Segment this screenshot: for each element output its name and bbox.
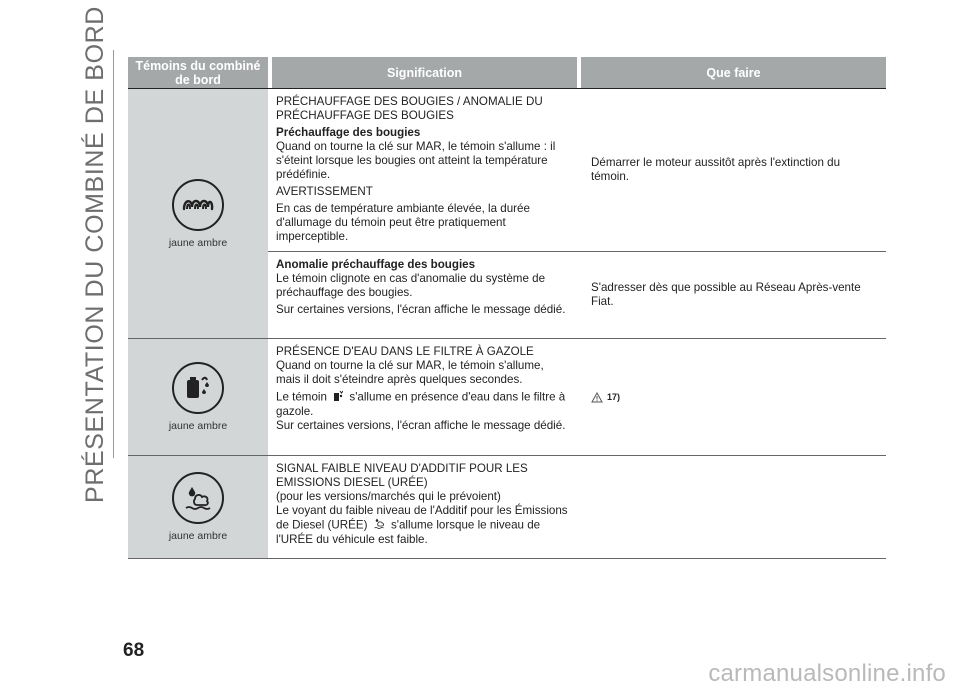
action-cell: S'adresser dès que possible au Réseau Après-vente Fiat. — [591, 281, 861, 308]
table-row-water-in-fuel — [128, 339, 886, 456]
icon-caption: jaune ambre — [168, 420, 228, 432]
subrow-preheating-fault — [268, 252, 886, 338]
chapter-title: PRÉSENTATION DU COMBINÉ DE BORD — [80, 5, 109, 503]
meaning-text: Quand on tourne la clé sur MAR, le témoin s'allume, mais il doit s'éteindre après quelques secondes. — [276, 359, 544, 386]
water-in-fuel-filter-icon — [172, 362, 224, 414]
adblue-low-level-icon — [172, 472, 224, 524]
icon-cell — [128, 456, 268, 558]
table-row-glow-plugs — [128, 89, 886, 339]
meaning-text-with-icon: Le témoin s'allume en présence d'eau dans le filtre à gazole. — [276, 390, 566, 418]
meaning-text: Sur certaines versions, l'écran affiche le message dédié. — [276, 303, 566, 316]
header-meaning: Signification — [272, 57, 577, 88]
meaning-text: Sur certaines versions, l'écran affiche le message dédié. — [276, 419, 566, 432]
subrow-preheating — [268, 89, 886, 252]
meaning-subtitle: Préchauffage des bougies — [276, 126, 421, 139]
warning-reference: 17) — [591, 390, 620, 404]
warning-lights-table — [128, 57, 886, 559]
meaning-text: Le témoin clignote en cas d'anomalie du système de préchauffage des bougies. — [276, 272, 546, 299]
header-action: Que faire — [581, 57, 886, 88]
action-cell: Démarrer le moteur aussitôt après l'extinction du témoin. — [591, 156, 841, 183]
meaning-text-with-icon: Le voyant du faible niveau de l'Additif pour les Émissions de Diesel (URÉE) s'allume lorsque le niveau de l'URÉE du véhicule est faible. — [276, 504, 568, 546]
meaning-cell — [272, 89, 577, 251]
glow-plug-coil-icon — [172, 179, 224, 231]
watermark: carmanualsonline.info — [708, 660, 946, 687]
meaning-text: (pour les versions/marchés qui le prévoient) — [276, 490, 501, 503]
meaning-cell — [272, 456, 577, 558]
meaning-subtitle: Anomalie préchauffage des bougies — [276, 258, 476, 271]
meaning-title: PRÉSENCE D'EAU DANS LE FILTRE À GAZOLE — [276, 345, 534, 358]
meaning-title: SIGNAL FAIBLE NIVEAU D'ADDITIF POUR LES EMISSIONS DIESEL (URÉE) — [276, 462, 528, 489]
icon-caption: jaune ambre — [168, 530, 228, 542]
warning-triangle-icon — [591, 392, 603, 403]
water-in-fuel-inline-icon — [333, 390, 343, 405]
meaning-text: Quand on tourne la clé sur MAR, le témoin s'allume : il s'éteint lorsque les bougies ont atteint la température prédéfinie. — [276, 140, 556, 181]
table-row-urea-low — [128, 456, 886, 559]
header-lights: Témoins du combiné de bord — [128, 57, 268, 88]
meaning-cell — [272, 339, 577, 455]
icon-caption: jaune ambre — [168, 236, 228, 249]
chapter-divider — [113, 50, 114, 458]
action-cell — [581, 339, 886, 455]
page-number: 68 — [123, 640, 145, 661]
meaning-text: En cas de température ambiante élevée, la durée d'allumage du témoin peut être pratiquement imperceptible. — [276, 202, 530, 243]
icon-cell — [128, 339, 268, 455]
icon-cell — [128, 89, 268, 338]
action-cell — [581, 456, 886, 558]
table-header — [128, 57, 886, 88]
adblue-inline-icon — [374, 518, 385, 533]
meaning-cell — [272, 252, 577, 338]
meaning-warning-label: AVERTISSEMENT — [276, 185, 373, 198]
meaning-title: PRÉCHAUFFAGE DES BOUGIES / ANOMALIE DU PRÉCHAUFFAGE DES BOUGIES — [276, 95, 543, 122]
